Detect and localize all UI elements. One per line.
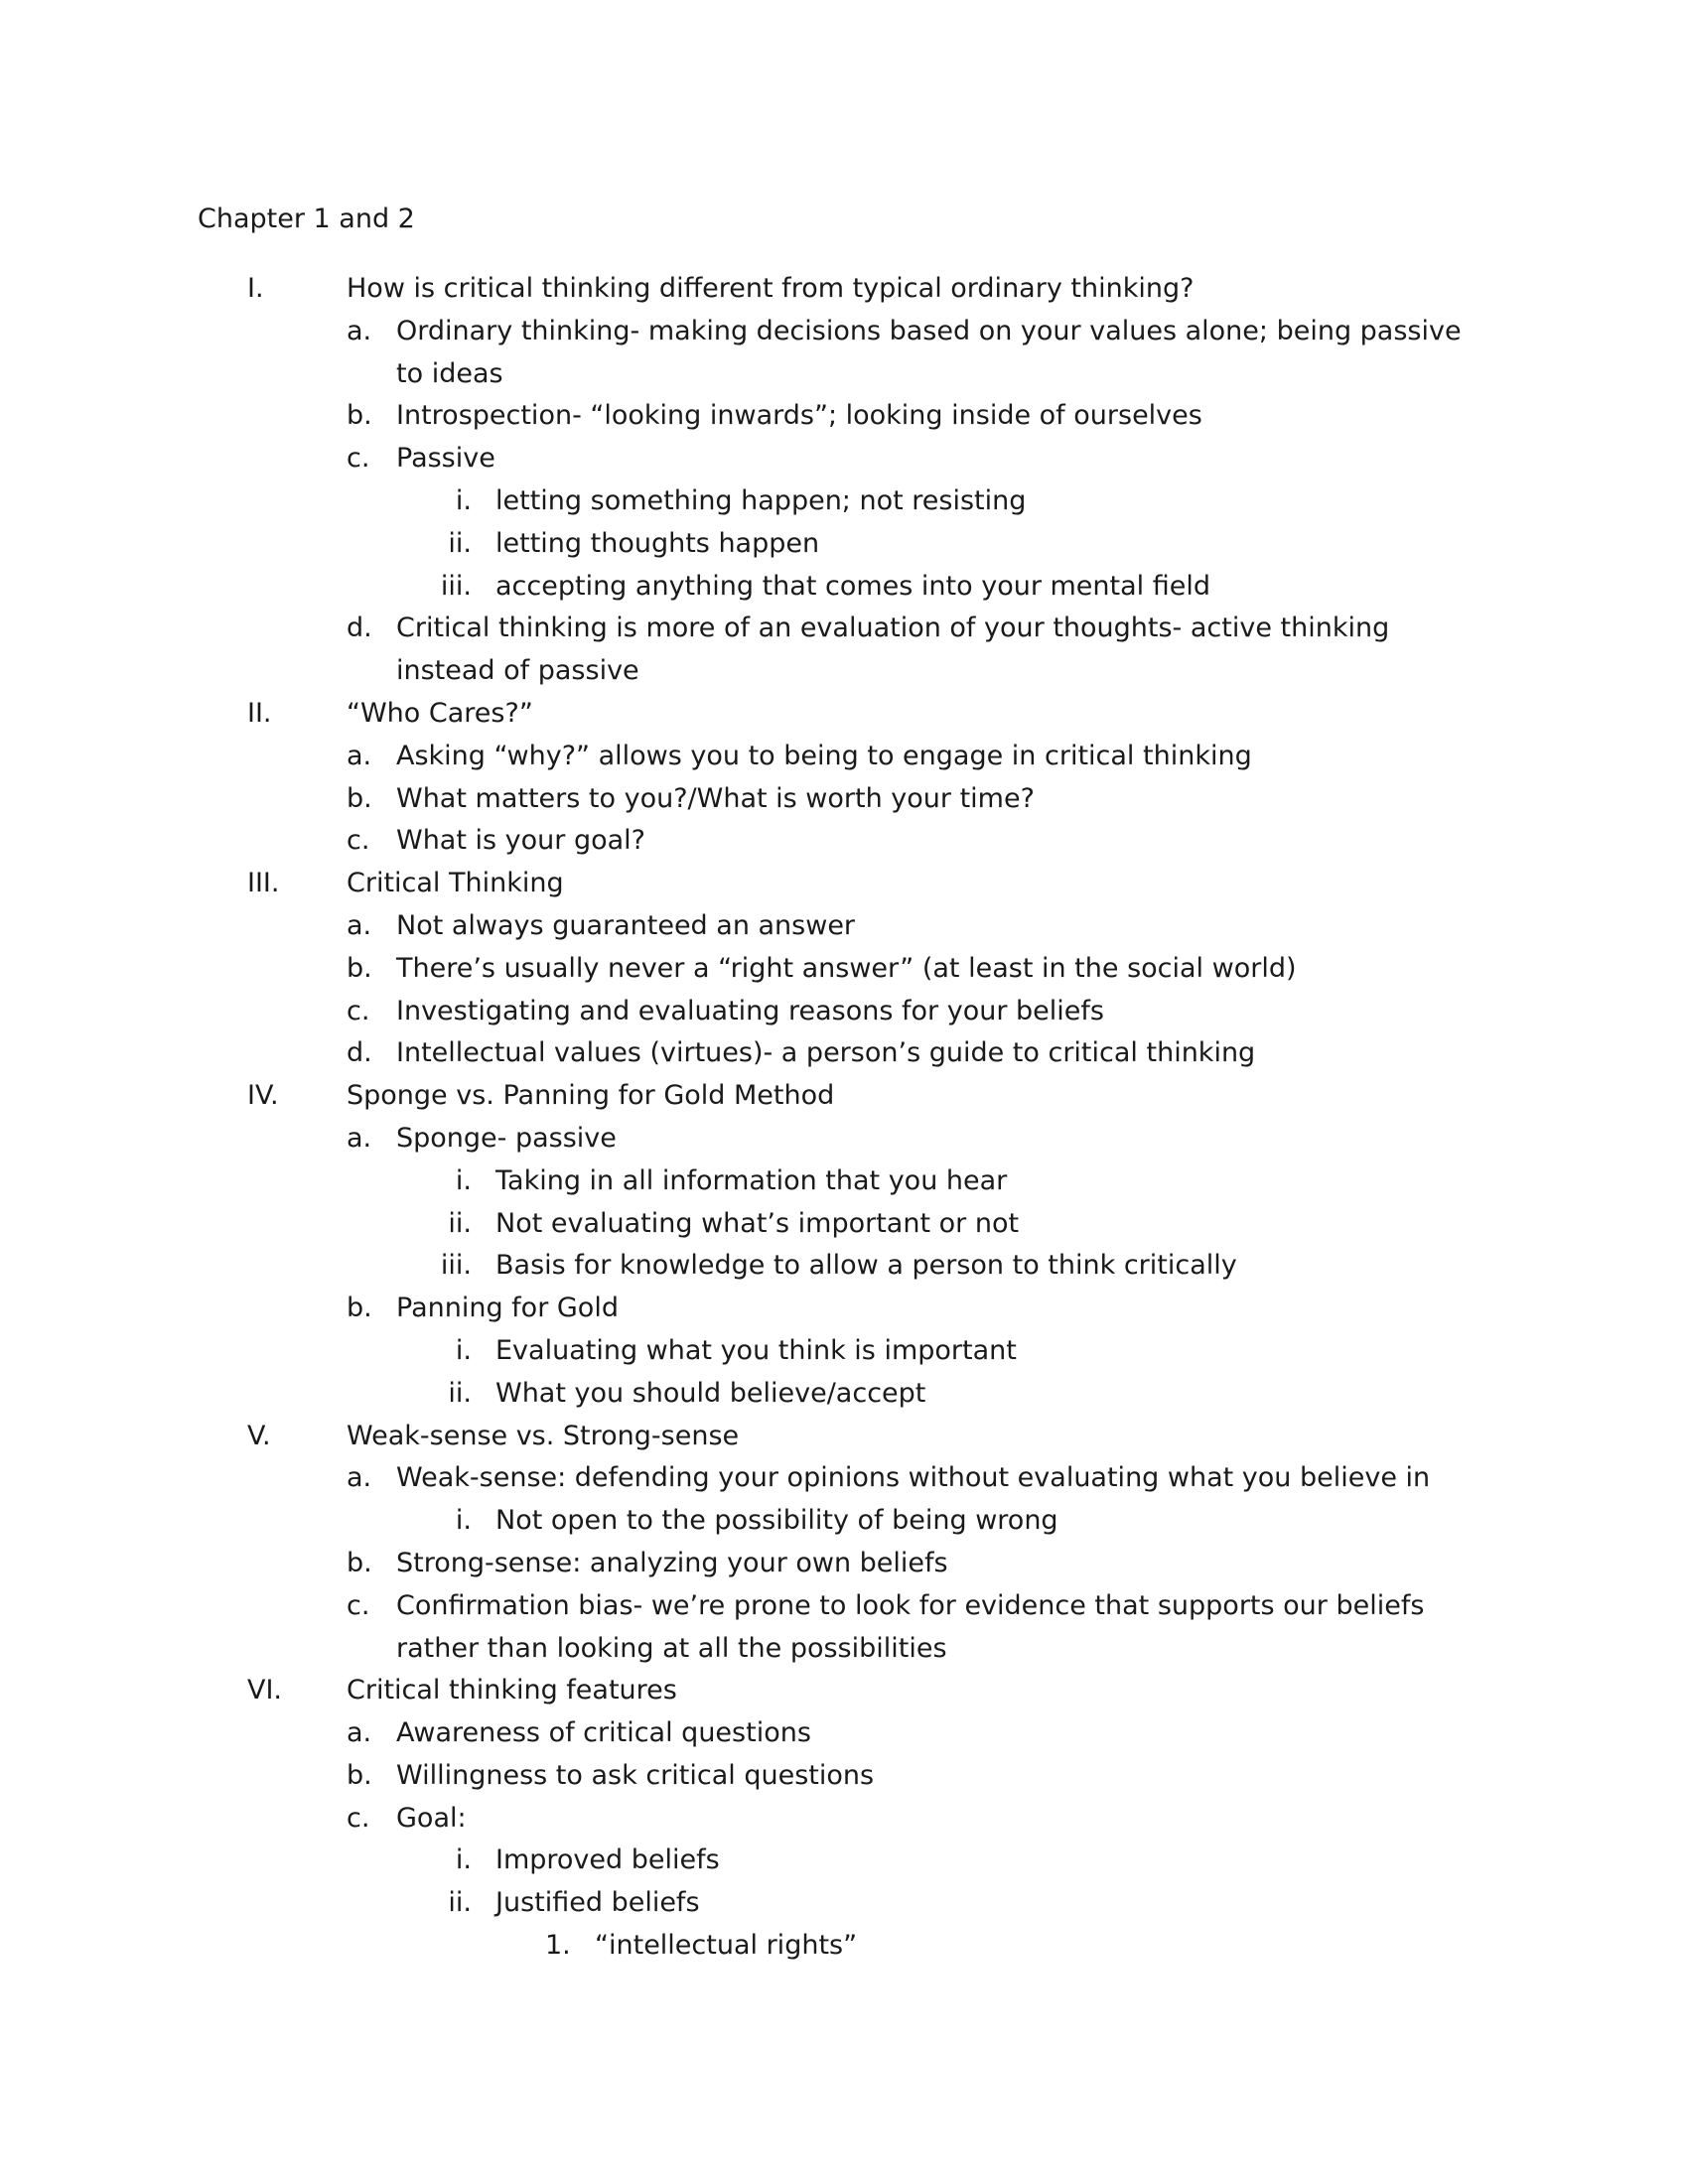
outline-subitem-row	[0, 311, 1688, 396]
outline-marker: b.	[347, 1293, 372, 1324]
outline-text: Confirmation bias- we’re prone to look for evidence that supports our beliefs rather than looking at all the possibilities	[396, 1589, 1425, 1664]
outline-subitem-row	[0, 948, 1688, 991]
outline-section-row	[0, 1416, 1688, 1458]
outline-text: Awareness of critical questions	[396, 1717, 811, 1749]
outline-subitem-row	[0, 778, 1688, 821]
outline-marker: VI.	[247, 1675, 283, 1706]
outline-text: Justified beliefs	[495, 1887, 700, 1919]
outline-subitem-row	[0, 1712, 1688, 1755]
outline-text: Panning for Gold	[396, 1293, 619, 1324]
outline-marker: IV.	[247, 1080, 279, 1112]
outline-text: Ordinary thinking- making decisions based on your values alone; being passive to ideas	[396, 315, 1462, 389]
outline-subitem-row	[0, 736, 1688, 778]
outline-text: Asking “why?” allows you to being to engage in critical thinking	[396, 740, 1252, 771]
outline-text: Weak-sense vs. Strong-sense	[347, 1420, 740, 1451]
outline-marker: b.	[347, 1547, 372, 1578]
outline-text: Weak-sense: defending your opinions without evaluating what you believe in	[396, 1462, 1431, 1494]
outline-marker: ii.	[448, 1377, 472, 1409]
outline-subitem-row	[0, 1543, 1688, 1585]
outline-subitem-row	[0, 820, 1688, 863]
outline-subitem-row	[0, 905, 1688, 948]
outline-marker: d.	[347, 1037, 372, 1069]
outline-text: Critical thinking is more of an evaluation of your thoughts- active thinking instead of passive	[396, 613, 1390, 687]
outline-marker: c.	[347, 825, 370, 857]
outline-subitem-row	[0, 438, 1688, 480]
outline-text: Intellectual values (virtues)- a person’s guide to critical thinking	[396, 1037, 1256, 1069]
outline-marker: i.	[455, 484, 472, 516]
outline-text: What is your goal?	[396, 825, 646, 857]
outline-marker: II.	[247, 697, 272, 729]
outline-marker: i.	[455, 1164, 472, 1196]
outline-marker: i.	[455, 1505, 472, 1537]
outline-subitem-row	[0, 608, 1688, 693]
outline-text: letting something happen; not resisting	[495, 484, 1027, 516]
outline-section-row	[0, 863, 1688, 905]
outline-section-row	[0, 693, 1688, 736]
outline-text: What matters to you?/What is worth your time?	[396, 782, 1035, 814]
outline-marker: c.	[347, 995, 370, 1026]
outline-text: Passive	[396, 443, 495, 475]
outline-text: accepting anything that comes into your mental field	[495, 570, 1211, 602]
outline-text: Basis for knowledge to allow a person to think critically	[495, 1250, 1237, 1282]
outline-subitem-row	[0, 1288, 1688, 1330]
outline-marker: a.	[347, 909, 372, 941]
outline-subsubitem-row	[0, 1330, 1688, 1373]
outline-marker: a.	[347, 1122, 372, 1154]
outline-section-row	[0, 1075, 1688, 1118]
outline-subitem-row	[0, 395, 1688, 438]
outline-text: Evaluating what you think is important	[495, 1334, 1017, 1366]
outline-subitem-row	[0, 1585, 1688, 1671]
outline-text: Critical Thinking	[347, 868, 564, 899]
outline-marker: 1.	[545, 1930, 571, 1962]
outline-text: “Who Cares?”	[347, 697, 533, 729]
outline-marker: iii.	[440, 1250, 472, 1282]
outline-marker: b.	[347, 782, 372, 814]
outline-marker: i.	[455, 1844, 472, 1876]
outline-subsubsubitem-row	[0, 1925, 1688, 1968]
outline-text: letting thoughts happen	[495, 527, 820, 559]
outline-text: Introspection- “looking inwards”; looking inside of ourselves	[396, 400, 1202, 432]
outline-text: Critical thinking features	[347, 1675, 677, 1706]
outline-subsubitem-row	[0, 1203, 1688, 1246]
outline-subsubitem-row	[0, 523, 1688, 566]
outline-marker: a.	[347, 315, 372, 346]
outline-marker: a.	[347, 1717, 372, 1749]
outline-text: Strong-sense: analyzing your own beliefs	[396, 1547, 948, 1578]
outline-subsubitem-row	[0, 480, 1688, 523]
outline-marker: c.	[347, 1802, 370, 1834]
outline-marker: III.	[247, 868, 280, 899]
outline-subitem-row	[0, 1118, 1688, 1160]
outline-marker: a.	[347, 740, 372, 771]
outline-subsubitem-row	[0, 1373, 1688, 1416]
outline-text: Improved beliefs	[495, 1844, 720, 1876]
outline-text: What you should believe/accept	[495, 1377, 926, 1409]
document-title: Chapter 1 and 2	[198, 204, 415, 234]
outline-text: Not always guaranteed an answer	[396, 909, 856, 941]
outline-marker: c.	[347, 1589, 370, 1621]
outline-subitem-row	[0, 991, 1688, 1033]
outline-text: “intellectual rights”	[595, 1930, 858, 1962]
outline-text: Sponge- passive	[396, 1122, 617, 1154]
outline-marker: b.	[347, 1759, 372, 1791]
outline-subsubitem-row	[0, 566, 1688, 609]
outline-text: There’s usually never a “right answer” (at least in the social world)	[396, 952, 1297, 984]
outline-marker: ii.	[448, 1207, 472, 1239]
outline-text: Not open to the possibility of being wrong	[495, 1505, 1058, 1537]
outline-marker: c.	[347, 443, 370, 475]
outline-marker: ii.	[448, 1887, 472, 1919]
outline-subsubitem-row	[0, 1245, 1688, 1288]
outline-list	[0, 268, 1688, 1968]
outline-marker: V.	[247, 1420, 271, 1451]
outline-marker: i.	[455, 1334, 472, 1366]
outline-marker: b.	[347, 952, 372, 984]
outline-subitem-row	[0, 1798, 1688, 1841]
outline-section-row	[0, 268, 1688, 311]
outline-marker: iii.	[440, 570, 472, 602]
outline-text: Goal:	[396, 1802, 467, 1834]
outline-subitem-row	[0, 1755, 1688, 1798]
outline-subitem-row	[0, 1457, 1688, 1500]
outline-text: Not evaluating what’s important or not	[495, 1207, 1020, 1239]
outline-section-row	[0, 1670, 1688, 1712]
outline-subsubitem-row	[0, 1160, 1688, 1203]
outline-text: Sponge vs. Panning for Gold Method	[347, 1080, 835, 1112]
outline-marker: I.	[247, 273, 264, 304]
outline-text: How is critical thinking different from typical ordinary thinking?	[347, 273, 1195, 304]
outline-text: Investigating and evaluating reasons for your beliefs	[396, 995, 1104, 1026]
outline-marker: d.	[347, 613, 372, 644]
outline-marker: b.	[347, 400, 372, 432]
outline-subsubitem-row	[0, 1500, 1688, 1543]
outline-subsubitem-row	[0, 1882, 1688, 1925]
outline-subsubitem-row	[0, 1840, 1688, 1882]
outline-marker: ii.	[448, 527, 472, 559]
outline-text: Willingness to ask critical questions	[396, 1759, 875, 1791]
outline-text: Taking in all information that you hear	[495, 1164, 1008, 1196]
outline-subitem-row	[0, 1032, 1688, 1075]
outline-marker: a.	[347, 1462, 372, 1494]
